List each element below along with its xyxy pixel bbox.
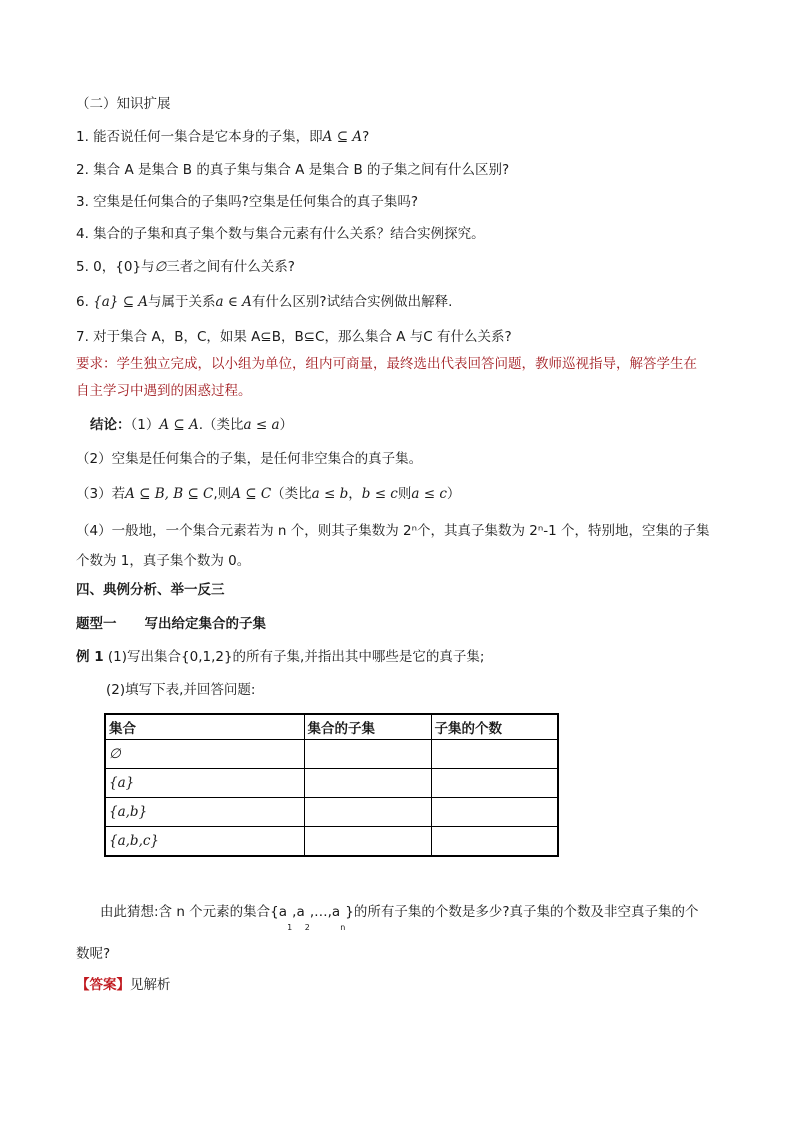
question-5-suffix: 三者之间有什么关系? <box>166 259 295 275</box>
guess-suffix: }的所有子集的个数是多少?真子集的个数及非空真子集的个 <box>345 904 699 920</box>
table-cell-set: {a,b} <box>105 798 304 827</box>
conclusion-1-prefix: （1） <box>130 417 160 433</box>
question-2: 2. 集合 A 是集合 B 的真子集与集合 A 是集合 B 的子集之间有什么区别? <box>76 162 510 178</box>
example-1-part-1 <box>76 648 484 666</box>
table-header-set: 集合 <box>105 714 304 740</box>
table-cell-count[interactable] <box>431 769 558 798</box>
conclusion-3-math-3: a ≤ b <box>311 486 349 502</box>
conclusion-3-math: A ⊆ B, B ⊆ C <box>125 486 214 502</box>
guess-sub-2: 2 <box>304 923 310 932</box>
type-1-heading <box>76 615 266 633</box>
answer-line <box>76 976 171 994</box>
table-cell-set: ∅ <box>105 740 304 769</box>
question-6-mid: 与属于关系 <box>148 294 216 310</box>
answer-text: 见解析 <box>130 977 171 993</box>
guess-sub-1: 1 <box>287 923 293 932</box>
table-row <box>105 769 558 798</box>
conclusion-1-mid: .（类比 <box>198 417 244 433</box>
conclusion-3-mid-2: （类比 <box>271 486 312 502</box>
table-header-count: 子集的个数 <box>431 714 558 740</box>
conclusion-3-mid-3: 则 <box>397 486 412 502</box>
table-cell-set: {a,b,c} <box>105 827 304 857</box>
table-row <box>105 740 558 769</box>
conclusion-3-mid: ,则 <box>213 486 232 502</box>
conclusion-label: 结论： <box>90 417 131 433</box>
section-title: （二）知识扩展 <box>76 96 171 112</box>
question-1-math: A ⊆ A <box>322 129 363 145</box>
guess-sub-3: n <box>340 923 346 932</box>
conclusion-4-line-2: 个数为 1，真子集个数为 0。 <box>76 553 251 569</box>
section-4-title: 四、典例分析、举一反三 <box>76 582 225 598</box>
conclusion-3-prefix: （3）若 <box>76 486 126 502</box>
conclusion-3-sep: ， <box>348 486 362 502</box>
question-5-math: ∅ <box>154 259 167 275</box>
conclusion-1-suffix: ） <box>279 417 294 433</box>
question-1-text: 1. 能否说任何一集合是它本身的子集，即 <box>76 129 323 145</box>
question-6-math-2: a ∈ A <box>215 294 252 310</box>
question-4: 4. 集合的子集和真子集个数与集合元素有什么关系？结合实例探究。 <box>76 226 485 242</box>
question-1-suffix: ? <box>362 129 370 145</box>
table-cell-subsets[interactable] <box>304 827 431 857</box>
guess-mid-2: ,…,a <box>309 904 341 920</box>
table-cell-subsets[interactable] <box>304 769 431 798</box>
example-1-label: 例 1 <box>76 649 104 665</box>
table-row <box>105 827 558 857</box>
question-6 <box>76 293 452 311</box>
answer-mark: 【答案】 <box>76 977 130 993</box>
question-1 <box>76 128 369 146</box>
table-cell-set: {a} <box>105 769 304 798</box>
conclusion-1 <box>90 416 293 434</box>
type-1-label: 题型一 <box>76 616 117 632</box>
guess-prefix: 由此猜想:含 n 个元素的集合{a <box>100 904 288 920</box>
question-6-math-1: {a} ⊆ A <box>93 294 149 310</box>
question-3: 3. 空集是任何集合的子集吗?空集是任何集合的真子集吗? <box>76 194 419 210</box>
guess-line-2: 数呢? <box>76 946 111 962</box>
conclusion-1-math-2: a ≤ a <box>243 417 280 433</box>
conclusion-3-math-5: a ≤ c <box>411 486 447 502</box>
table-cell-count[interactable] <box>431 827 558 857</box>
question-5 <box>76 258 295 276</box>
question-7: 7. 对于集合 A，B，C，如果 A⊆B，B⊆C，那么集合 A 与C 有什么关系? <box>76 329 512 345</box>
conclusion-3 <box>76 485 460 503</box>
question-5-text: 5. 0，{0}与 <box>76 259 155 275</box>
conclusion-3-math-4: b ≤ c <box>361 486 398 502</box>
table-cell-subsets[interactable] <box>304 798 431 827</box>
example-1-part-1-text: (1)写出集合{0,1,2}的所有子集,并指出其中哪些是它的真子集; <box>107 649 485 665</box>
table-cell-count[interactable] <box>431 740 558 769</box>
conclusion-3-suffix: ） <box>446 486 461 502</box>
type-1-title: 写出给定集合的子集 <box>144 616 266 632</box>
subset-table <box>104 713 559 857</box>
requirement-line-2: 自主学习中遇到的困惑过程。 <box>76 383 252 399</box>
conclusion-2: （2）空集是任何集合的子集，是任何非空集合的真子集。 <box>76 451 423 467</box>
conclusion-1-math: A ⊆ A <box>159 417 199 433</box>
guess-line-1 <box>100 903 699 932</box>
table-header-subsets: 集合的子集 <box>304 714 431 740</box>
table-cell-count[interactable] <box>431 798 558 827</box>
question-6-prefix: 6. <box>76 294 94 310</box>
guess-mid-1: ,a <box>292 904 305 920</box>
question-6-suffix: 有什么区别?试结合实例做出解释. <box>251 294 453 310</box>
table-row <box>105 798 558 827</box>
requirement-line-1: 要求：学生独立完成，以小组为单位，组内可商量，最终选出代表回答问题，教师巡视指导，解答学生在 <box>76 356 697 372</box>
table-header-row <box>105 714 558 740</box>
conclusion-4-line-1: （4）一般地，一个集合元素若为 n 个，则其子集数为 2ⁿ个，其真子集数为 2ⁿ-1 个，特别地，空集的子集 <box>76 523 710 539</box>
conclusion-3-math-2: A ⊆ C <box>231 486 272 502</box>
table-cell-subsets[interactable] <box>304 740 431 769</box>
example-1-part-2: (2)填写下表,并回答问题: <box>106 682 256 698</box>
